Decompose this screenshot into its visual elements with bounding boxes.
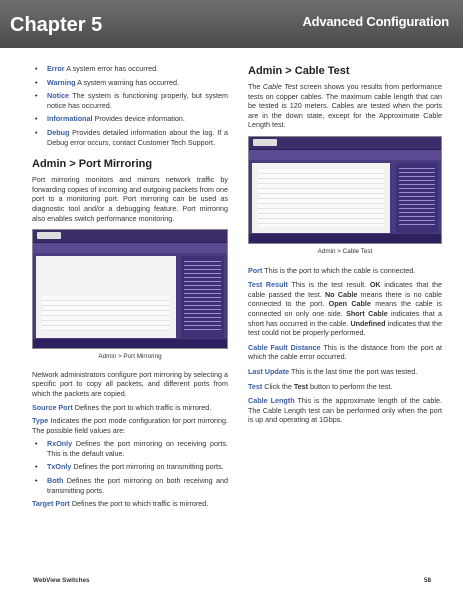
list-item: • Error A system error has occurred.: [32, 64, 228, 74]
linksys-logo: [253, 139, 277, 146]
page-header: [0, 0, 463, 48]
list-item: • RxOnly Defines the port mirroring on receiving ports. This is the default value.: [32, 439, 228, 458]
chapter-title: Chapter 5: [10, 14, 103, 36]
test-def: Test Click the Test button to perform the test.: [248, 381, 393, 391]
cable-test-intro: The Cable Test screen shows you results from performance tests on copper cables. The maximum cable length that can be tested is 120 meters. Cables are tested when the ports are in the down state, except for the Approximate Cable Length test.: [248, 82, 442, 130]
cable-length-def: Cable Length This is the approximate length of the cable. The Cable Length test can be performed only when the port is up and operating at 1Gbps.: [248, 396, 442, 425]
list-item: • Both Defines the port mirroring on both receiving and transmitting ports.: [32, 476, 228, 495]
figure-caption: Admin > Cable Test: [317, 247, 373, 255]
last-update-def: Last Update This is the last time the port was tested.: [248, 366, 418, 376]
list-item: • Notice The system is functioning properly, but system notice has occurred.: [32, 91, 228, 110]
target-port-def: Target Port Defines the port to which traffic is mirrored.: [32, 499, 209, 509]
right-column: [248, 64, 442, 425]
linksys-logo: [37, 232, 61, 239]
product-name: WebView Switches: [33, 577, 90, 584]
figure-caption: Admin > Port Mirroring: [98, 353, 162, 361]
port-mirroring-heading: Admin > Port Mirroring: [32, 158, 153, 171]
fault-distance-def: Cable Fault Distance This is the distance from the port at which the cable error occurred.: [248, 342, 442, 362]
type-def: Type Indicates the port mode configuration for port mirroring. The possible field values are:: [32, 416, 228, 435]
left-column: [32, 64, 228, 509]
test-result-def: Test Result This is the test result. OK indicates that the cable passed the test. No Cable means there is no cable connected to the port. Open Cable means the cable is connected on only one side. Short Cable indicates that a short has occurred in the cable. Undefined indicates that the test could not be properly performed.: [248, 280, 443, 338]
port-mirroring-screenshot: [32, 229, 228, 349]
source-port-def: Source Port Defines the port to which traffic is mirrored.: [32, 402, 212, 412]
page-footer: [33, 577, 431, 584]
section-title: Advanced Configuration: [302, 14, 449, 29]
list-item: • TxOnly Defines the port mirroring on transmitting ports.: [32, 462, 228, 472]
cable-test-heading: Admin > Cable Test: [248, 65, 350, 77]
list-item: • Warning A system warning has occurred.: [32, 78, 228, 88]
port-mirroring-para: Network administrators configure port mirroring by selecting a specific port to copy all packets, and different ports from which the packets are copied.: [32, 369, 228, 398]
port-def: Port This is the port to which the cable is connected.: [248, 265, 416, 275]
cable-test-screenshot: [248, 136, 442, 244]
port-mirroring-intro: Port mirroring monitors and mirrors network traffic by forwarding copies of incoming and outgoing packets from one port to a monitoring port. Port mirroring can be used as diagnostic tool and/or a debugging feature. Port mirroring also enables switch performance monitoring.: [32, 175, 228, 223]
list-item: • Debug Provides detailed information about the log. If a Debug error occurs, contact Customer Tech Support.: [32, 128, 228, 147]
page-number: 58: [423, 577, 431, 584]
severity-list: [32, 64, 228, 147]
list-item: • Informational Provides device information.: [32, 114, 228, 124]
type-values-list: [32, 439, 228, 495]
